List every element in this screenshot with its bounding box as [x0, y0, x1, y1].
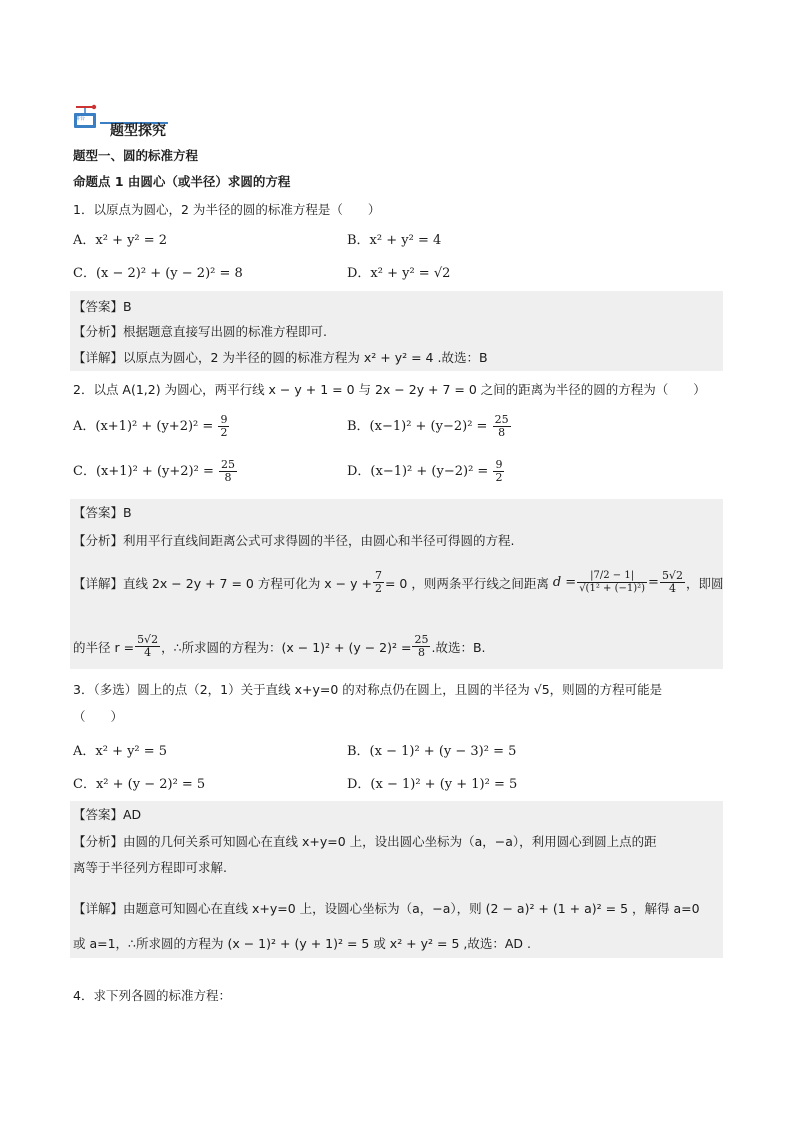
q2-detail2-den: 8 — [417, 646, 425, 659]
q2-detail2-num: 25 — [414, 633, 429, 646]
q2-option-b — [347, 414, 512, 439]
q2-detail-line2 — [73, 634, 486, 659]
q3-detail-line2: 或 a=1，∴所求圆的方程为 (x − 1)² + (y + 1)² = 5 或 x² + y² = 5 ,故选：AD . — [73, 936, 531, 951]
q2-d-den: 2 — [495, 471, 503, 484]
q2-detail2-r-frac — [135, 634, 160, 659]
q2-detail-tail: ，即圆 — [685, 575, 724, 591]
q2-stem: 2．以点 A(1,2) 为圆心，两平行线 x − y + 1 = 0 与 2x − 2y + 7 = 0 之间的距离为半径的圆的方程为（ ） — [73, 382, 706, 397]
q2-option-b-fraction — [493, 414, 511, 439]
q2-analysis: 【分析】利用平行直线间距离公式可求得圆的半径，由圆心和半径可得圆的方程. — [73, 533, 515, 548]
topic-subtitle: 命题点 1 由圆心（或半径）求圆的方程 — [73, 174, 291, 189]
q2-detail-r-num: 5√2 — [661, 569, 683, 582]
q2-detail-d: d = — [552, 575, 577, 590]
q2-option-d-fraction — [493, 459, 504, 484]
q3-option-b: B．(x − 1)² + (y − 3)² = 5 — [347, 744, 517, 759]
q2-b-num: 25 — [494, 413, 509, 426]
q2-option-d — [347, 459, 505, 484]
q3-option-c: C．x² + (y − 2)² = 5 — [73, 777, 206, 792]
q2-option-c-lhs: C．(x+1)² + (y+2)² = — [73, 464, 214, 479]
q2-d-num: 9 — [495, 458, 503, 471]
q3-option-a: A．x² + y² = 5 — [73, 744, 168, 759]
q1-stem: 1．以原点为圆心，2 为半径的圆的标准方程是（ ） — [73, 202, 381, 217]
q2-c-den: 8 — [224, 471, 232, 484]
q2-detail-d-den: √(1² + (−1)²) — [579, 583, 646, 594]
q2-detail-mid: = 0 ，则两条平行线之间距离 — [384, 575, 549, 591]
logo-text: 讲台 — [75, 116, 86, 122]
q2-option-c-fraction — [219, 459, 237, 484]
q2-option-b-lhs: B．(x−1)² + (y−2)² = — [347, 419, 488, 434]
q1-detail: 【详解】以原点为圆心，2 为半径的圆的标准方程为 x² + y² = 4 .故选：B — [73, 350, 488, 365]
q1-option-b: B．x² + y² = 4 — [347, 233, 442, 248]
q2-a-den: 2 — [220, 426, 228, 439]
q2-detail-frac-den: 2 — [374, 582, 382, 595]
q3-option-d: D．(x − 1)² + (y + 1)² = 5 — [347, 777, 518, 792]
q2-detail-d-num: |7/2 − 1| — [577, 570, 647, 583]
q2-a-num: 9 — [220, 413, 228, 426]
q2-option-a-fraction — [218, 414, 229, 439]
q2-detail-r-den: 4 — [668, 582, 676, 595]
q2-option-d-lhs: D．(x−1)² + (y−2)² = — [347, 464, 489, 479]
q2-detail2-mid: ，∴所求圆的方程为：(x − 1)² + (y − 2)² = — [161, 639, 412, 655]
q2-detail-d-frac — [577, 570, 647, 595]
q2-c-num: 25 — [220, 458, 235, 471]
q2-detail-frac-num: 7 — [374, 569, 382, 582]
q3-stem: 3．（多选）圆上的点（2，1）关于直线 x+y=0 的对称点仍在圆上，且圆的半径为 √5，则圆的方程可能是 — [73, 682, 663, 697]
q1-option-c: C．(x − 2)² + (y − 2)² = 8 — [73, 266, 243, 281]
q2-detail-line1 — [73, 570, 723, 595]
q3-analysis-line2: 离等于半径列方程即可求解. — [73, 860, 227, 875]
q2-detail2-tail: .故选：B. — [431, 639, 486, 655]
section-title: 题型探究 — [110, 123, 166, 139]
q2-option-a — [73, 414, 230, 439]
q2-detail2-lead: 的半径 r = — [73, 639, 135, 655]
q1-option-d: D．x² + y² = √2 — [347, 266, 451, 281]
q2-option-c — [73, 459, 238, 484]
q3-analysis-line1: 【分析】由圆的几何关系可知圆心在直线 x+y=0 上，设出圆心坐标为（a，−a），利用圆心到圆上点的距 — [73, 834, 657, 849]
q2-detail2-r-num: 5√2 — [137, 633, 159, 646]
q1-option-a: A．x² + y² = 2 — [73, 233, 168, 248]
q2-detail2-frac — [412, 634, 430, 659]
q2-detail-frac — [373, 570, 384, 595]
q4-stem: 4．求下列各圆的标准方程： — [73, 988, 231, 1003]
q2-detail-r-frac — [660, 570, 685, 595]
q1-answer: 【答案】B — [73, 299, 132, 314]
q2-detail-eq: = — [648, 575, 659, 590]
q1-analysis: 【分析】根据题意直接写出圆的标准方程即可. — [73, 324, 327, 339]
q3-detail-line1: 【详解】由题意可知圆心在直线 x+y=0 上，设圆心坐标为（a，−a），则 (2 − a)² + (1 + a)² = 5 ，解得 a=0 — [73, 901, 700, 916]
q2-detail2-r-den: 4 — [144, 646, 152, 659]
q2-detail-lead: 【详解】直线 2x − 2y + 7 = 0 方程可化为 x − y + — [73, 575, 372, 591]
q2-answer: 【答案】B — [73, 505, 132, 520]
topic-title: 题型一、圆的标准方程 — [73, 148, 199, 163]
q2-b-den: 8 — [498, 426, 506, 439]
q3-stem-paren: （ ） — [73, 709, 124, 724]
q2-option-a-lhs: A．(x+1)² + (y+2)² = — [73, 419, 214, 434]
q3-answer: 【答案】AD — [73, 807, 142, 822]
